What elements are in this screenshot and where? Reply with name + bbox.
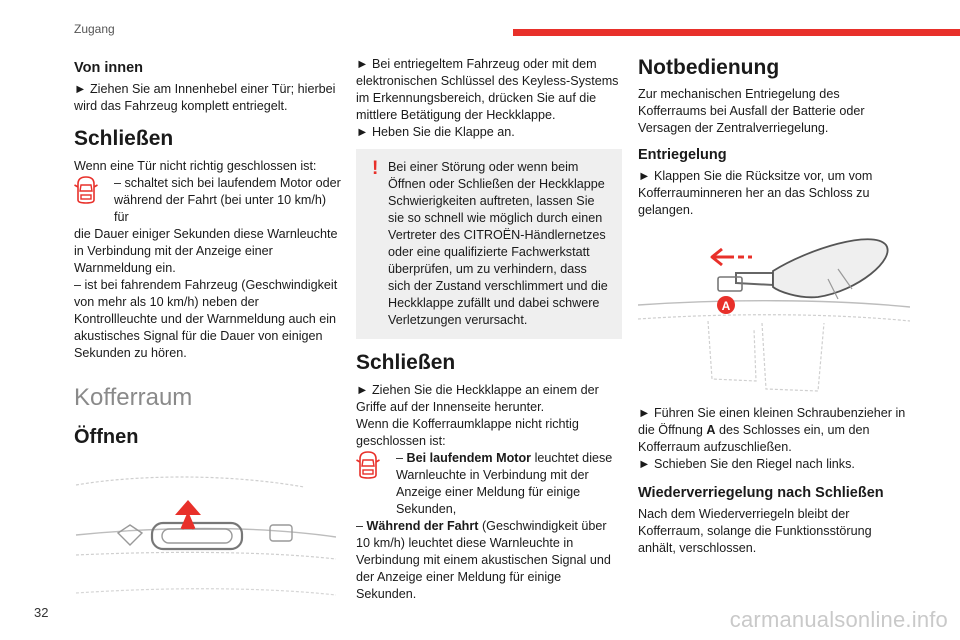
warning-row-door xyxy=(74,175,342,226)
column-right xyxy=(638,56,910,557)
warning-exclamation-icon: ! xyxy=(372,158,379,179)
text-insert-pre: ► Führen Sie einen kleinen Schraubenzieher in die Öffnung xyxy=(638,406,906,437)
heading-notbedienung: Notbedienung xyxy=(638,56,780,79)
paragraph-door-intro: Wenn eine Tür nicht richtig geschlossen ist: xyxy=(74,159,317,173)
paragraph-door-warning-1: – schaltet sich bei laufendem Motor oder während der Fahrt (bei unter 10 km/h) für xyxy=(114,176,341,224)
column-left xyxy=(74,56,342,605)
heading-oeffnen: Öffnen xyxy=(74,426,139,448)
paragraph-lift-tailgate: ► Heben Sie die Klappe an. xyxy=(356,125,515,139)
tailgate-handle-illustration xyxy=(74,455,336,605)
paragraph-von-innen: ► Ziehen Sie am Innenhebel einer Tür; hierbei wird das Fahrzeug komplett entriegelt. xyxy=(74,82,336,113)
heading-schliessen-kofferraum: Schließen xyxy=(356,351,456,374)
screwdriver-lock-illustration xyxy=(638,219,910,405)
column-middle xyxy=(356,56,622,603)
heading-wiederverriegelung: Wiederverriegelung nach Schließen xyxy=(638,485,884,501)
paragraph-relock: Nach dem Wiederverriegeln bleibt der Kofferraum, solange die Funktionsstörung anhält, verschlossen. xyxy=(638,507,872,555)
paragraph-door-warning-2: – ist bei fahrendem Fahrzeug (Geschwindigkeit von mehr als 10 km/h) neben der Kontrollleuchte und der Warnmeldung auch ein akustisches Signal für die Dauer von einigen Sekunden zu hören. xyxy=(74,278,338,360)
paragraph-open-tailgate: ► Bei entriegeltem Fahrzeug oder mit dem elektronischen Schlüssel des Keyless-Systems im Erkennungsbereich, drücken Sie auf die mittlere Betätigung der Heckklappe. xyxy=(356,57,619,122)
text-while-driving-rest: (Geschwindigkeit über 10 km/h) leuchtet diese Warnleuchte in Verbindung mit einem akustischen Signal und der Anzeige einer Meldung für einige Sekunden. xyxy=(356,519,611,601)
chapter-kofferraum: Kofferraum xyxy=(74,384,193,411)
warning-note-box xyxy=(356,149,622,339)
warning-row-trunk xyxy=(356,450,622,518)
paragraph-slide-latch: ► Schieben Sie den Riegel nach links. xyxy=(638,457,855,471)
bold-label-a: A xyxy=(706,423,716,437)
bold-while-driving: Während der Fahrt xyxy=(366,519,479,533)
heading-entriegelung: Entriegelung xyxy=(638,147,727,163)
paragraph-door-warning-cont: die Dauer einiger Sekunden diese Warnleuchte in Verbindung mit der Anzeige einer Warnmeldung ein. xyxy=(74,227,338,275)
callout-label-a: A xyxy=(721,299,731,313)
bold-engine-running: Bei laufendem Motor xyxy=(406,451,532,465)
trunk-open-warning-icon xyxy=(356,451,380,479)
door-open-warning-icon xyxy=(74,176,98,204)
warning-note-text: Bei einer Störung oder wenn beim Öffnen oder Schließen der Heckklappe Schwierigkeiten auftreten, lassen Sie sie so schnell wie möglich durch einen Vertreter des CITROËN-Händlernetzes oder eine qualifizierte Fachwerkstatt überprüfen, um zu verhindern, dass sich der Zustand verschlimmert und die Heckklappe zufällt und dabei schwere Verletzungen verursacht. xyxy=(388,160,608,327)
page-number: 32 xyxy=(34,605,49,620)
paragraph-fold-seats: ► Klappen Sie die Rücksitze vor, um vom Kofferrauminneren her an das Schloss zu gelangen. xyxy=(638,169,873,217)
paragraph-trunk-warning-2: – Während der Fahrt (Geschwindigkeit über 10 km/h) leuchtet diese Warnleuchte in Verbindung mit einem akustischen Signal und der Anzeige einer Meldung für einige Sekunden. xyxy=(356,519,611,601)
paragraph-pull-tailgate: ► Ziehen Sie die Heckklappe an einem der Griffe auf der Innenseite herunter. xyxy=(356,383,599,414)
paragraph-trunk-intro: Wenn die Kofferraumklappe nicht richtig geschlossen ist: xyxy=(356,417,579,448)
header-accent-bar xyxy=(513,29,960,36)
text-engine-running-rest: leuchtet diese Warnleuchte in Verbindung mit der Anzeige einer Meldung für einige Sekunden, xyxy=(396,451,613,516)
watermark: carmanualsonline.info xyxy=(729,607,948,632)
paragraph-notbedienung: Zur mechanischen Entriegelung des Kofferraums bei Ausfall der Batterie oder Versagen der Zentralverriegelung. xyxy=(638,87,865,135)
paragraph-insert-screwdriver xyxy=(638,405,910,456)
heading-von-innen: Von innen xyxy=(74,60,144,76)
paragraph-trunk-warning-1: – Bei laufendem Motor leuchtet diese Warnleuchte in Verbindung mit der Anzeige einer Meldung für einige Sekunden, xyxy=(396,451,613,516)
heading-schliessen-tuer: Schließen xyxy=(74,127,174,150)
section-title: Zugang xyxy=(74,22,115,36)
text-insert-post: des Schlosses ein, um den Kofferraum aufzuschließen. xyxy=(638,423,870,454)
